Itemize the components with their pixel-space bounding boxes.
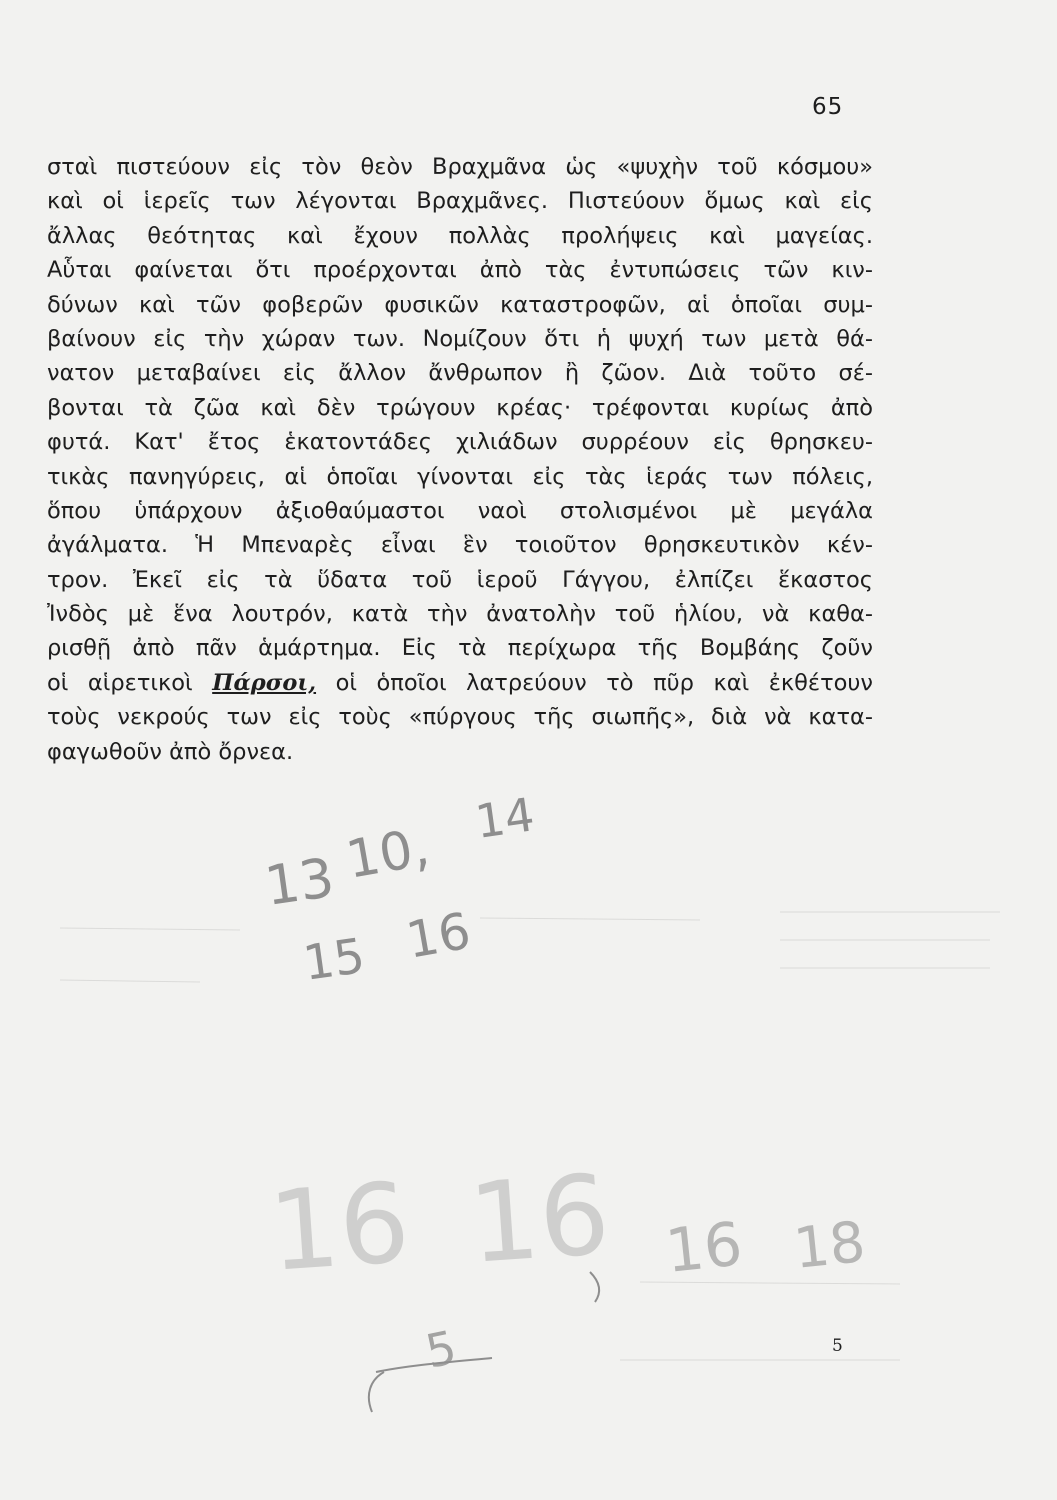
text-line: ἀγάλματα. Ἡ Μπεναρὲς εἶναι ἓν τοιοῦτον θρησκευτικὸν κέν-: [47, 532, 873, 559]
handwritten-number: 14: [472, 787, 538, 849]
text-line: δύνων καὶ τῶν φοβερῶν φυσικῶν καταστροφῶν, αἱ ὁποῖαι συμ-: [47, 291, 873, 318]
handwritten-number: 16: [464, 1150, 614, 1288]
sheet-signature-number: 5: [832, 1336, 843, 1356]
text-line: καὶ οἱ ἱερεῖς των λέγονται Βραχμᾶνες. Πιστεύουν ὅμως καὶ εἰς: [47, 188, 873, 215]
handwritten-number: 18: [790, 1209, 869, 1282]
text-line: φαγωθοῦν ἀπὸ ὄρνεα.: [47, 738, 294, 765]
text-fragment: οἱ αἱρετικοὶ: [47, 669, 193, 696]
text-line: βαίνουν εἰς τὴν χώραν των. Νομίζουν ὅτι ἡ ψυχή των μετὰ θά-: [47, 325, 873, 352]
handwritten-number: 15: [299, 927, 369, 992]
handwritten-number: 5: [421, 1319, 461, 1379]
handwritten-number: 10,: [341, 817, 434, 891]
page-number: 65: [812, 94, 844, 120]
text-line: φυτά. Κατ' ἔτος ἑκατοντάδες χιλιάδων συρρέουν εἰς θρησκευ-: [47, 429, 873, 456]
text-line: ρισθῇ ἀπὸ πᾶν ἁμάρτημα. Εἰς τὰ περίχωρα τῆς Βομβάης ζοῦν: [47, 635, 873, 662]
handwritten-number: 16: [402, 901, 475, 970]
text-line: βονται τὰ ζῶα καὶ δὲν τρώγουν κρέας· τρέφονται κυρίως ἀπὸ: [47, 394, 873, 421]
text-line: τρον. Ἐκεῖ εἰς τὰ ὕδατα τοῦ ἱεροῦ Γάγγου, ἐλπίζει ἕκαστος: [47, 566, 873, 593]
pencil-stroke: [376, 1358, 492, 1372]
handwritten-number: 16: [662, 1209, 746, 1287]
emphasized-word: Πάρσοι,: [212, 669, 317, 696]
text-line: τικὰς πανηγύρεις, αἱ ὁποῖαι γίνονται εἰς τὰς ἱεράς των πόλεις,: [47, 463, 873, 490]
text-line: [47, 666, 873, 700]
handwritten-number: 16: [264, 1158, 414, 1296]
text-line: ὅπου ὑπάρχουν ἀξιοθαύμαστοι ναοὶ στολισμένοι μὲ μεγάλα: [47, 497, 873, 524]
text-line: σταὶ πιστεύουν εἰς τὸν θεὸν Βραχμᾶνα ὡς «ψυχὴν τοῦ κόσμου»: [47, 154, 873, 180]
text-line: νατον μεταβαίνει εἰς ἄλλον ἄνθρωπον ἢ ζῶον. Διὰ τοῦτο σέ-: [47, 360, 873, 387]
text-line: Ἰνδὸς μὲ ἕνα λουτρόν, κατὰ τὴν ἀνατολὴν τοῦ ἡλίου, νὰ καθα-: [47, 601, 873, 628]
pencil-stroke: [369, 1372, 384, 1412]
text-fragment: οἱ ὁποῖοι λατρεύουν τὸ πῦρ καὶ ἐκθέτουν: [335, 669, 873, 696]
body-text: [47, 150, 873, 769]
text-line: Αὗται φαίνεται ὅτι προέρχονται ἀπὸ τὰς ἐντυπώσεις τῶν κιν-: [47, 257, 873, 284]
pencil-stroke: [590, 1272, 599, 1302]
text-line: τοὺς νεκρούς των εἰς τοὺς «πύργους τῆς σιωπῆς», διὰ νὰ κατα-: [47, 704, 873, 731]
handwritten-number: 13: [261, 845, 338, 918]
text-line: ἄλλας θεότητας καὶ ἔχουν πολλὰς προλήψεις καὶ μαγείας.: [47, 222, 873, 249]
